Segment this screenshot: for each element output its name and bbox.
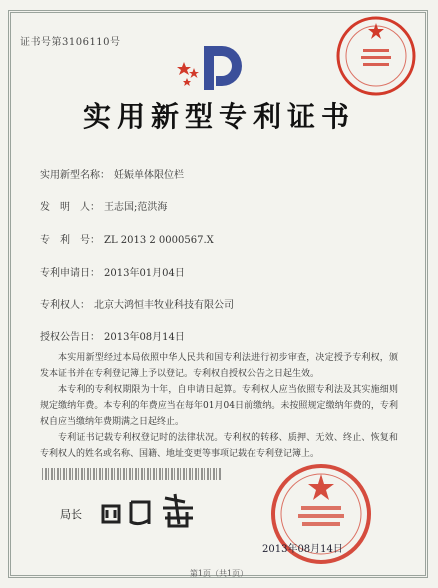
patent-office-logo xyxy=(176,44,246,90)
director-label: 局长 xyxy=(60,508,82,521)
patent-number xyxy=(40,231,214,246)
body-paragraph: 本实用新型经过本局依照中华人民共和国专利法进行初步审查，决定授予专利权，颁发本证书并在专利登记簿上予以登记。专利权自授权公告之日起生效。 xyxy=(40,353,398,379)
certificate-body xyxy=(40,350,398,462)
grant-date xyxy=(40,328,185,343)
field-value: 妊娠单体限位栏 xyxy=(114,170,184,181)
director-signature xyxy=(95,488,215,533)
seal-date: 2013年08月14日 xyxy=(262,544,343,555)
field-value: ZL 2013 2 0000567.X xyxy=(104,235,214,246)
body-paragraph: 专利证书记载专利权登记时的法律状况。专利权的转移、质押、无效、终止、恢复和专利权人的姓名或名称、国籍、地址变更等事项记载在专利登记簿上。 xyxy=(40,433,398,459)
page-footer: 第1页（共1页） xyxy=(189,569,249,578)
field-value: 2013年01月04日 xyxy=(104,268,185,279)
certificate-number: 证书号第3106110号 xyxy=(20,37,121,48)
field-label: 专利申请日： xyxy=(40,268,100,279)
certificate-title: 实用新型专利证书 xyxy=(82,100,355,133)
field-label: 授权公告日： xyxy=(40,332,100,343)
seal-stamp xyxy=(335,15,417,97)
inventor xyxy=(40,198,167,213)
patentee xyxy=(40,296,234,311)
body-paragraph: 本专利的专利权期限为十年，自申请日起算。专利权人应当依照专利法及其实施细则规定缴纳年费。本专利的年费应当在每年01月04日前缴纳。未按照规定缴纳年费的，专利权自应当缴纳年费期满之日起终止。 xyxy=(40,385,398,427)
field-value: 王志国;范洪海 xyxy=(104,202,168,213)
utility-model-name xyxy=(40,166,184,181)
field-label: 专 利 号： xyxy=(40,235,100,246)
barcode xyxy=(42,468,222,480)
field-label: 实用新型名称： xyxy=(40,170,110,181)
filing-date xyxy=(40,264,185,279)
field-value: 2013年08月14日 xyxy=(104,332,185,343)
field-label: 发 明 人： xyxy=(40,202,100,213)
field-label: 专利权人： xyxy=(40,300,90,311)
field-value: 北京大鸿恒丰牧业科技有限公司 xyxy=(94,300,234,311)
